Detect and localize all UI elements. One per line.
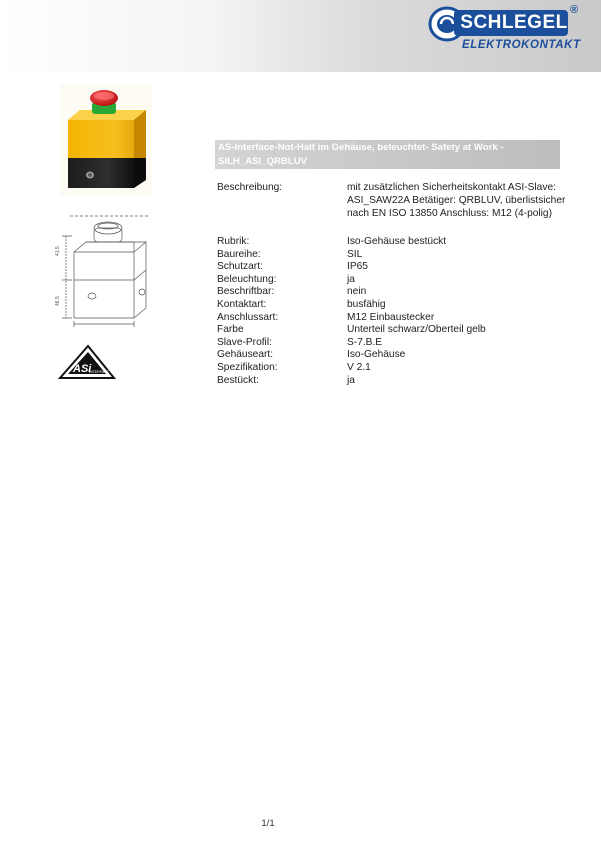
description-line: nach EN ISO 13850 Anschluss: M12 (4-polig) [347, 207, 552, 219]
product-code: SILH_ASI_QRBLUV [218, 156, 308, 167]
asi-text: ASi [73, 363, 92, 375]
page-number: 1/1 [261, 818, 275, 829]
brand-subtitle: ELEKTROKONTAKT [462, 39, 581, 51]
product-title-bar [215, 140, 560, 169]
brand-name: SCHLEGEL [460, 12, 568, 33]
spec-value: IP65 [347, 261, 368, 273]
spec-value: Iso-Gehäuse [347, 349, 406, 361]
description-line: mit zusätzlichen Sicherheitskontakt ASI-Slave: [347, 182, 556, 193]
spec-label: Bestückt: [217, 374, 259, 386]
description-label: Beschreibung: [217, 182, 283, 193]
spec-value: S-7.B.E [347, 336, 383, 348]
spec-label: Slave-Profil: [217, 336, 272, 348]
spec-value: SIL [347, 248, 363, 260]
spec-label: Kontaktart: [217, 299, 267, 310]
spec-label: Schutzart: [217, 261, 263, 273]
spec-label: Rubrik: [217, 236, 250, 247]
asi-subtext: INTERFACE [89, 370, 110, 374]
spec-label: Beschriftbar: [217, 286, 275, 298]
spec-value: M12 Einbaustecker [347, 311, 435, 323]
spec-value: Iso-Gehäuse bestückt [347, 236, 447, 247]
spec-label: Gehäuseart: [217, 349, 274, 361]
spec-label: Farbe [217, 324, 244, 336]
dimension-h1: 41.5 [55, 246, 61, 256]
asi-interface-logo [58, 344, 116, 380]
spec-label: Spezifikation: [217, 362, 278, 373]
description-line: ASI_SAW22A Betätiger: QRBLUV, überlistsicher [347, 194, 566, 206]
spec-label: Baureihe: [217, 248, 261, 260]
dimension-h2: 46.5 [55, 296, 61, 306]
spec-value: Unterteil schwarz/Oberteil gelb [347, 324, 486, 336]
spec-label: Anschlussart: [217, 311, 279, 323]
spec-value: ja [347, 374, 355, 386]
technical-drawing [56, 208, 160, 330]
product-title: AS-Interface-Not-Halt im Gehäuse, beleuchtet- Safety at Work - [218, 142, 504, 153]
spec-value: busfähig [347, 299, 386, 310]
spec-value: V 2.1 [347, 362, 371, 373]
registered-mark: ® [570, 4, 579, 16]
description-value [347, 182, 577, 220]
schlegel-logo [428, 4, 588, 56]
spec-label: Beleuchtung: [217, 273, 277, 285]
product-photo [60, 84, 152, 196]
spec-value: nein [347, 286, 367, 298]
spec-value: ja [347, 273, 355, 285]
